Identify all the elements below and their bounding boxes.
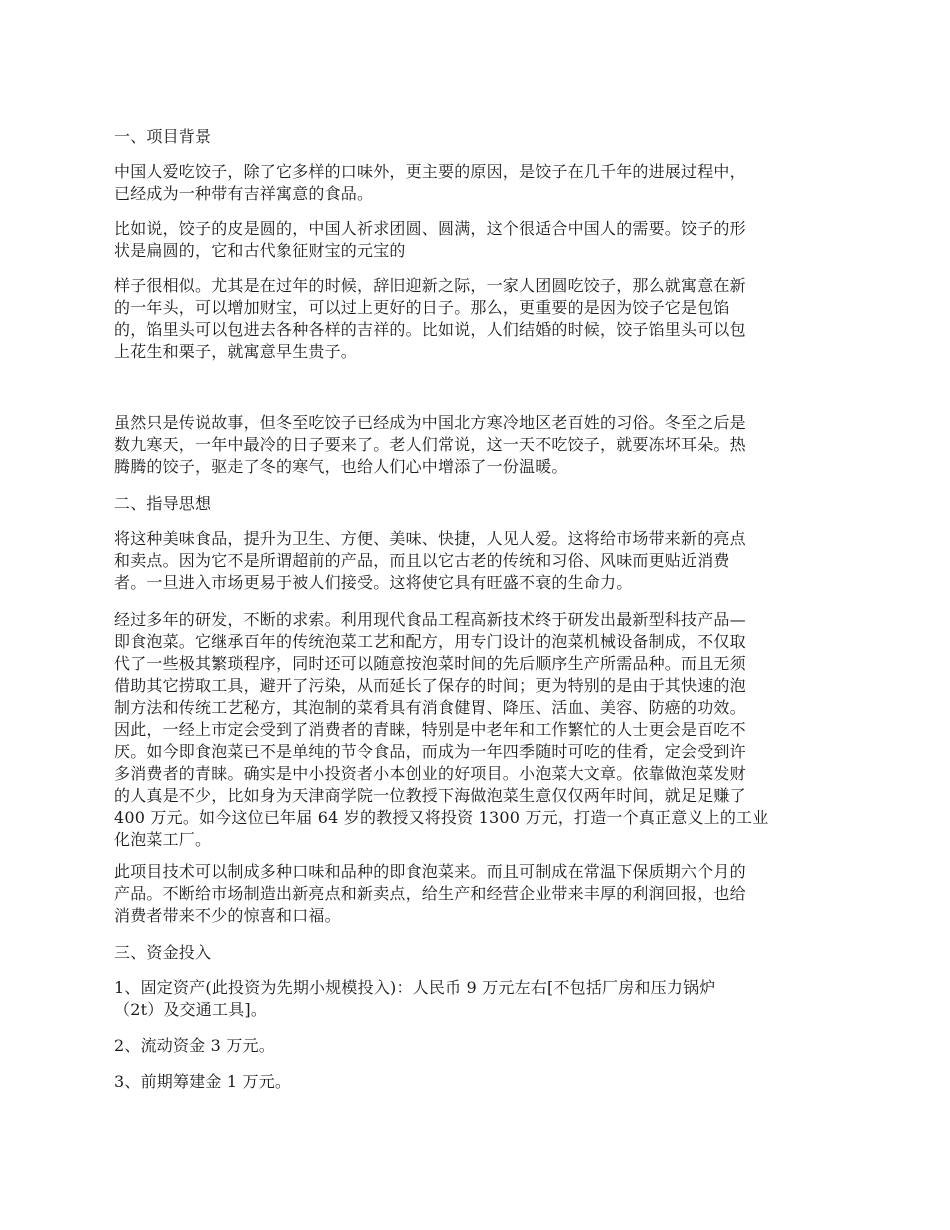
- text-line: 多消费者的青睐。确实是中小投资者小本创业的好项目。小泡菜大文章。依靠做泡菜发财: [114, 764, 746, 783]
- section-heading-guidance: 二、指导思想: [114, 494, 212, 513]
- text-line: 腾腾的饺子，驱走了冬的寒气，也给人们心中增添了一份温暖。: [114, 457, 568, 476]
- paragraph-research: [114, 609, 840, 851]
- text-line: 化泡菜工厂。: [114, 830, 212, 849]
- text-line: 代了一些极其繁琐程序，同时还可以随意按泡菜时间的先后顺序生产所需品种。而且无须: [114, 654, 746, 673]
- text-line: （2t）及交通工具]。: [114, 1000, 268, 1019]
- paragraph-guidance: [114, 528, 840, 594]
- text-line: 借助其它捞取工具，避开了污染，从而延长了保存的时间；更为特别的是由于其快速的泡: [114, 676, 746, 695]
- text-line: 的一年头，可以增加财宝，可以过上更好的日子。那么，更重要的是因为饺子它是包馅: [114, 298, 730, 317]
- text-line: 状是扁圆的，它和古代象征财宝的元宝的: [114, 241, 406, 260]
- section-heading-investment: 三、资金投入: [114, 943, 212, 962]
- paragraph-preparation-fund: 3、前期筹建金 1 万元。: [114, 1072, 292, 1091]
- paragraph-working-capital: 2、流动资金 3 万元。: [114, 1036, 275, 1055]
- text-line: 400 万元。如今这位已年届 64 岁的教授又将投资 1300 万元，打造一个真正意义上的工业: [114, 808, 769, 827]
- paragraph-fixed-assets: [114, 977, 840, 1021]
- text-line: 已经成为一种带有吉祥寓意的食品。: [114, 184, 374, 203]
- text-line: 因此，一经上市定会受到了消费者的青睐，特别是中老年和工作繁忙的人士更会是百吃不: [114, 720, 746, 739]
- text-line: 和卖点。因为它不是所谓超前的产品，而且以它古老的传统和习俗、风味而更贴近消费: [114, 551, 730, 570]
- paragraph-shape: [114, 218, 840, 262]
- text-line: 样子很相似。尤其是在过年的时候，辞旧迎新之际，一家人团圆吃饺子，那么就寓意在新: [114, 276, 746, 295]
- paragraph-new-year: [114, 275, 840, 363]
- text-line: 制方法和传统工艺秘方，其泡制的菜肴具有消食健胃、降压、活血、美容、防癌的功效。: [114, 698, 746, 717]
- text-line: 虽然只是传说故事，但冬至吃饺子已经成为中国北方寒冷地区老百姓的习俗。冬至之后是: [114, 413, 746, 432]
- text-line: 产品。不断给市场制造出新亮点和新卖点，给生产和经营企业带来丰厚的利润回报，也给: [114, 884, 746, 903]
- text-line: 数九寒天，一年中最冷的日子要来了。老人们常说，这一天不吃饺子，就要冻坏耳朵。热: [114, 435, 746, 454]
- text-line: 1、固定资产(此投资为先期小规模投入)：人民币 9 万元左右[不包括厂房和压力锅炉: [114, 978, 716, 997]
- text-line: 者。一旦进入市场更易于被人们接受。这将使它具有旺盛不衰的生命力。: [114, 573, 633, 592]
- text-line: 中国人爱吃饺子，除了它多样的口味外，更主要的原因，是饺子在几千年的进展过程中，: [114, 162, 746, 181]
- text-line: 此项目技术可以制成多种口味和品种的即食泡菜来。而且可制成在常温下保质期六个月的: [114, 862, 746, 881]
- section-heading-background: 一、项目背景: [114, 127, 212, 146]
- paragraph-intro: [114, 161, 840, 205]
- text-line: 消费者带来不少的惊喜和口福。: [114, 906, 341, 925]
- text-line: 的，馅里头可以包进去各种各样的吉祥的。比如说，人们结婚的时候，饺子馅里头可以包: [114, 320, 746, 339]
- paragraph-winter: [114, 412, 840, 478]
- text-line: 厌。如今即食泡菜已不是单纯的节令食品，而成为一年四季随时可吃的佳肴，定会受到许: [114, 742, 746, 761]
- text-line: 即食泡菜。它继承百年的传统泡菜工艺和配方，用专门设计的泡菜机械设备制成，不仅取: [114, 632, 746, 651]
- text-line: 将这种美味食品，提升为卫生、方便、美味、快捷，人见人爱。这将给市场带来新的亮点: [114, 529, 746, 548]
- text-line: 经过多年的研发，不断的求索。利用现代食品工程高新技术终于研发出最新型科技产品—: [114, 610, 746, 629]
- text-line: 的人真是不少，比如身为天津商学院一位教授下海做泡菜生意仅仅两年时间，就足足赚了: [114, 786, 746, 805]
- text-line: 比如说，饺子的皮是圆的，中国人祈求团圆、圆满，这个很适合中国人的需要。饺子的形: [114, 219, 746, 238]
- text-line: 上花生和栗子，就寓意早生贵子。: [114, 342, 358, 361]
- paragraph-technology: [114, 861, 840, 927]
